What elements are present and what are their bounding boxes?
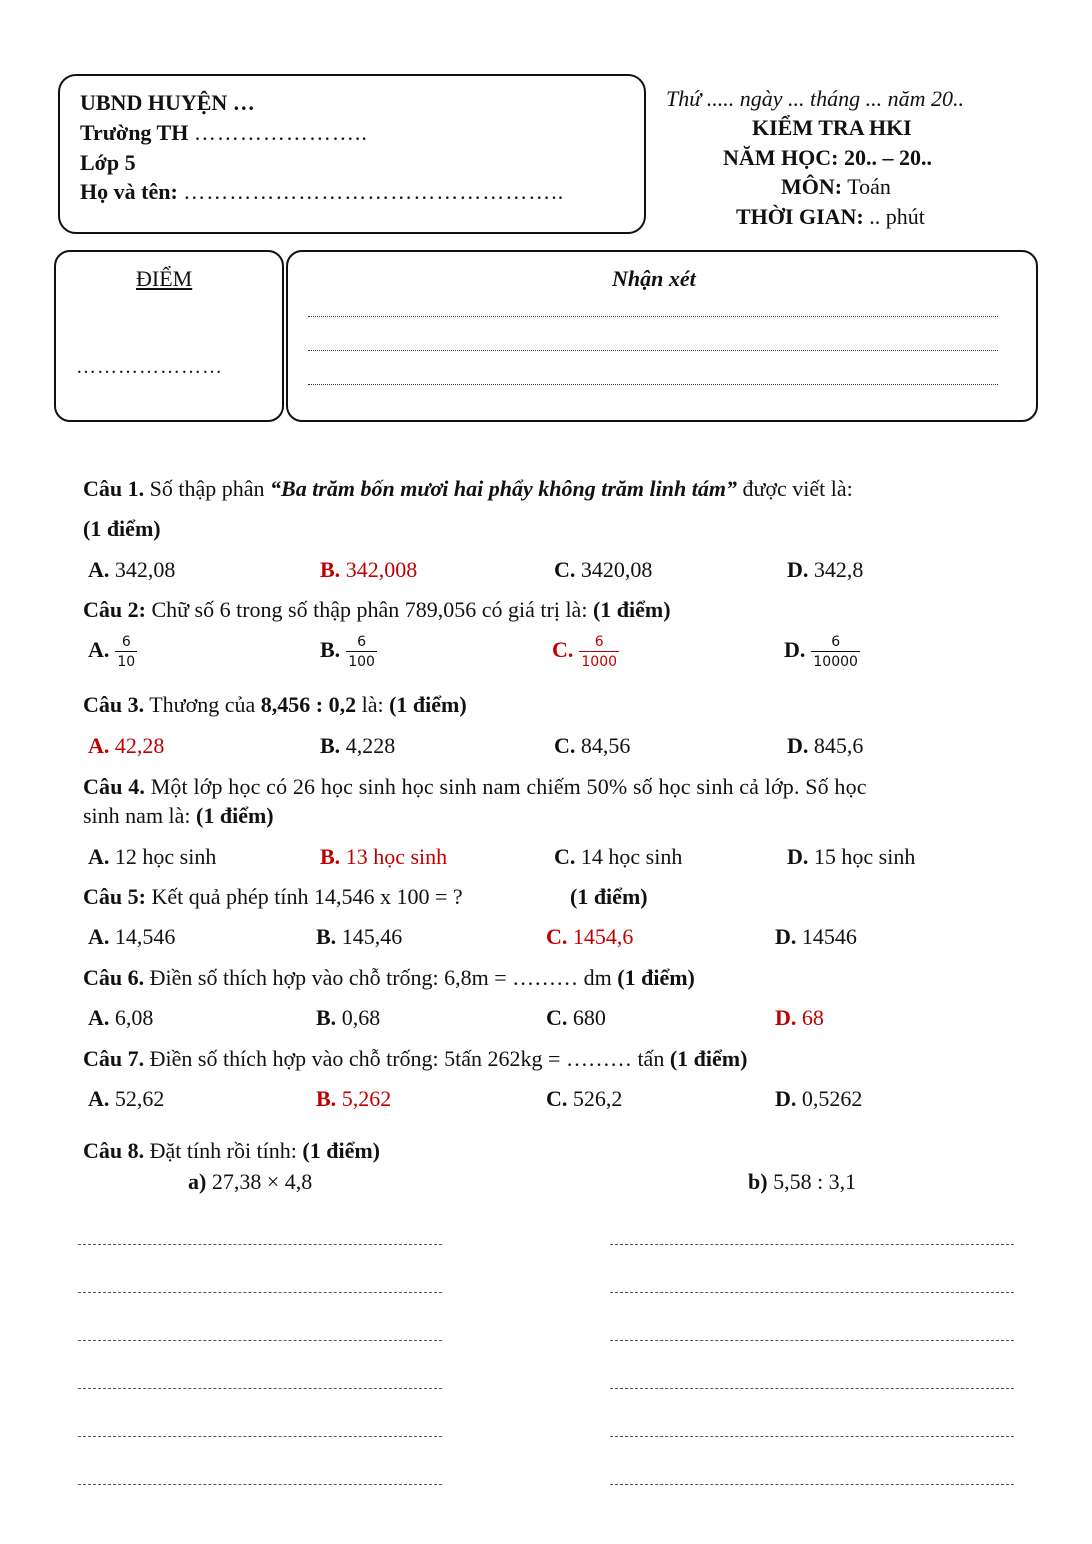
question-points: (1 điểm) <box>617 965 695 990</box>
question-text: được viết là: <box>742 476 853 501</box>
question-text: Thương của <box>149 692 256 717</box>
option-a[interactable]: A. $\frac{6}{10}$ <box>88 634 136 670</box>
school-year: NĂM HỌC: 20.. – 20.. <box>723 145 932 170</box>
question-text: Một lớp học có 26 học sinh học sinh nam chiếm 50% số học sinh cả lớp. Số học <box>150 774 867 799</box>
question-text: Điền số thích hợp vào chỗ trống: 5tấn 262kg = ……… tấn <box>149 1046 665 1071</box>
question-points: (1 điểm) <box>389 692 467 717</box>
option-d[interactable]: D. 15 học sinh <box>787 844 916 869</box>
fraction: $\frac{6}{1000}$ <box>581 634 618 670</box>
time-label: THỜI GIAN: <box>736 204 864 229</box>
option-d[interactable]: D. 342,8 <box>787 557 864 582</box>
question-points: (1 điểm) <box>570 884 648 909</box>
district-name: UBND HUYỆN … <box>80 90 255 115</box>
option-b[interactable]: B. 13 học sinh <box>320 844 448 869</box>
option-c[interactable]: C. 680 <box>546 1005 606 1030</box>
comment-line[interactable] <box>308 350 998 351</box>
question-6 <box>83 965 695 991</box>
work-line-a[interactable] <box>78 1292 442 1293</box>
class-label: Lớp 5 <box>80 150 136 175</box>
question-text: Đặt tính rồi tính: <box>149 1138 297 1163</box>
work-line-b[interactable] <box>610 1436 1014 1437</box>
question-label: Câu 5: <box>83 884 146 909</box>
work-line-b[interactable] <box>610 1388 1014 1389</box>
option-c[interactable]: C. 1454,6 <box>546 924 634 949</box>
option-c[interactable]: C. 526,2 <box>546 1086 623 1111</box>
option-b[interactable]: B. $\frac{6}{100}$ <box>320 634 375 670</box>
question-label: Câu 2: <box>83 597 146 622</box>
question-points: (1 điểm) <box>592 597 671 622</box>
option-b[interactable]: B. 145,46 <box>316 924 403 949</box>
question-8 <box>83 1138 380 1164</box>
option-a[interactable]: A. 342,08 <box>88 557 176 582</box>
name-label: Họ và tên: <box>80 179 178 204</box>
work-line-b[interactable] <box>610 1292 1014 1293</box>
option-a[interactable]: A. 6,08 <box>88 1005 154 1030</box>
question-text: sinh nam là: <box>83 803 191 828</box>
name-line <box>80 179 564 205</box>
question-label: Câu 6. <box>83 965 145 990</box>
question-text: là: <box>361 692 384 717</box>
question-label: Câu 1. <box>83 476 145 501</box>
question-label: Câu 4. <box>83 774 146 799</box>
question-label: Câu 8. <box>83 1138 145 1163</box>
option-c[interactable]: C. 14 học sinh <box>554 844 683 869</box>
subject-label: MÔN: <box>781 174 843 199</box>
work-line-a[interactable] <box>78 1436 442 1437</box>
option-c[interactable]: C. 3420,08 <box>554 557 653 582</box>
exam-title: KIỂM TRA HKI <box>752 115 912 140</box>
fraction: $\frac{6}{10}$ <box>117 634 136 670</box>
school-label: Trường TH <box>80 120 189 145</box>
question-5 <box>83 884 463 910</box>
work-line-b[interactable] <box>610 1244 1014 1245</box>
date-line: Thứ ..... ngày ... tháng ... năm 20.. <box>666 86 964 111</box>
question-2 <box>83 597 671 623</box>
option-a[interactable]: A. 12 học sinh <box>88 844 217 869</box>
option-b[interactable]: B. 342,008 <box>320 557 418 582</box>
time-value: .. phút <box>869 204 925 229</box>
option-d[interactable]: D. 68 <box>775 1005 824 1030</box>
question-3 <box>83 692 467 718</box>
comment-line[interactable] <box>308 384 998 385</box>
option-a[interactable]: A. 52,62 <box>88 1086 165 1111</box>
question-text: Kết quả phép tính 14,546 x 100 = ? <box>151 884 463 909</box>
school-line <box>80 120 368 146</box>
question-4 <box>83 774 867 800</box>
work-line-a[interactable] <box>78 1340 442 1341</box>
option-a[interactable]: A. 42,28 <box>88 733 165 758</box>
question-quote: “Ba trăm bốn mươi hai phẩy không trăm linh tám” <box>270 476 737 501</box>
option-c[interactable]: C. 84,56 <box>554 733 631 758</box>
question-points: (1 điểm) <box>302 1138 380 1163</box>
work-line-a[interactable] <box>78 1484 442 1485</box>
question-7 <box>83 1046 747 1072</box>
question-label: Câu 7. <box>83 1046 145 1071</box>
option-d[interactable]: D. 845,6 <box>787 733 864 758</box>
question-points: (1 điểm) <box>669 1046 748 1071</box>
work-line-a[interactable] <box>78 1244 442 1245</box>
question-points: (1 điểm) <box>196 803 274 828</box>
option-b[interactable]: B. 4,228 <box>320 733 396 758</box>
part-a: a) 27,38 × 4,8 <box>188 1169 313 1194</box>
question-points: (1 điểm) <box>83 516 161 541</box>
question-1 <box>83 476 853 502</box>
work-line-b[interactable] <box>610 1340 1014 1341</box>
option-b[interactable]: B. 5,262 <box>316 1086 392 1111</box>
option-a[interactable]: A. 14,546 <box>88 924 176 949</box>
comment-title: Nhận xét <box>612 266 696 291</box>
work-line-b[interactable] <box>610 1484 1014 1485</box>
subject-line <box>781 174 891 200</box>
question-text: Chữ số 6 trong số thập phân 789,056 có giá trị là: <box>151 597 588 622</box>
question-text: Điền số thích hợp vào chỗ trống: 6,8m = ……… dm <box>149 965 612 990</box>
option-d[interactable]: D. $\frac{6}{10000}$ <box>784 634 858 670</box>
school-blank[interactable]: ………………….. <box>193 120 368 145</box>
comment-line[interactable] <box>308 316 998 317</box>
subject-value: Toán <box>847 174 891 199</box>
name-blank[interactable]: ………………………………………….. <box>183 179 565 204</box>
score-blank[interactable]: ………………… <box>76 356 223 378</box>
time-line <box>736 204 925 230</box>
work-line-a[interactable] <box>78 1388 442 1389</box>
question-4-cont <box>83 803 274 829</box>
option-d[interactable]: D. 14546 <box>775 924 857 949</box>
option-b[interactable]: B. 0,68 <box>316 1005 381 1030</box>
part-b: b) 5,58 : 3,1 <box>748 1169 857 1194</box>
fraction: $\frac{6}{100}$ <box>348 634 375 670</box>
question-label: Câu 3. <box>83 692 145 717</box>
question-text: Số thập phân <box>149 476 265 501</box>
question-expression: 8,456 : 0,2 <box>260 692 357 717</box>
option-c[interactable]: C. $\frac{6}{1000}$ <box>552 634 618 670</box>
option-d[interactable]: D. 0,5262 <box>775 1086 863 1111</box>
score-title: ĐIỂM <box>136 266 193 291</box>
fraction: $\frac{6}{10000}$ <box>813 634 858 670</box>
